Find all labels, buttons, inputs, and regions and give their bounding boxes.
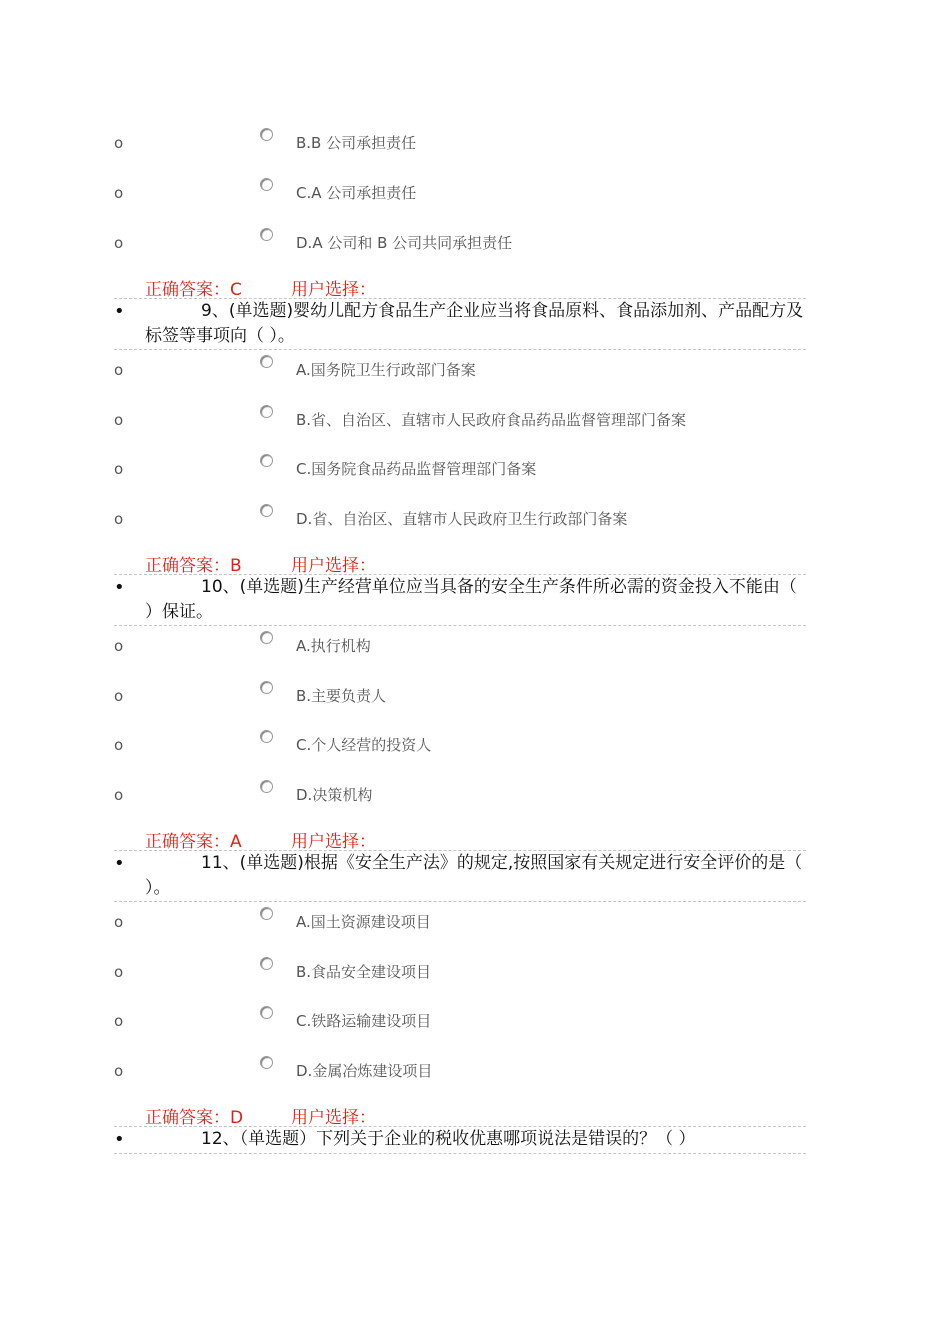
- option-bullet: o: [114, 234, 124, 252]
- option-bullet: o: [114, 460, 124, 478]
- option-row[interactable]: [0, 454, 950, 484]
- option-bullet: o: [114, 786, 124, 804]
- radio-button[interactable]: [260, 631, 273, 644]
- divider: [114, 901, 806, 902]
- radio-button[interactable]: [260, 355, 273, 368]
- option-label: C.铁路运输建设项目: [296, 1012, 432, 1030]
- radio-button[interactable]: [260, 178, 273, 191]
- radio-button[interactable]: [260, 1056, 273, 1069]
- radio-button[interactable]: [260, 454, 273, 467]
- option-label: C.A 公司承担责任: [296, 184, 417, 202]
- radio-button[interactable]: [260, 405, 273, 418]
- option-row[interactable]: [0, 730, 950, 760]
- option-row[interactable]: [0, 957, 950, 987]
- divider: [114, 349, 806, 350]
- option-row[interactable]: [0, 1056, 950, 1086]
- correct-answer: 正确答案：D: [145, 1108, 244, 1128]
- answer-line: [145, 551, 376, 576]
- radio-button[interactable]: [260, 504, 273, 517]
- option-bullet: o: [114, 637, 124, 655]
- answer-line: [145, 1103, 376, 1128]
- option-bullet: o: [114, 361, 124, 379]
- option-row[interactable]: [0, 681, 950, 711]
- option-label: B.食品安全建设项目: [296, 963, 432, 981]
- option-label: B.省、自治区、直辖市人民政府食品药品监督管理部门备案: [296, 411, 687, 429]
- option-label: C.国务院食品药品监督管理部门备案: [296, 460, 537, 478]
- option-bullet: o: [114, 687, 124, 705]
- option-row[interactable]: [0, 907, 950, 937]
- option-label: A.执行机构: [296, 637, 371, 655]
- option-row[interactable]: [0, 1006, 950, 1036]
- option-bullet: o: [114, 184, 124, 202]
- user-choice: 用户选择：: [291, 556, 376, 576]
- correct-answer: 正确答案：B: [145, 556, 242, 576]
- option-row[interactable]: [0, 128, 950, 158]
- option-label: D.金属冶炼建设项目: [296, 1062, 433, 1080]
- radio-button[interactable]: [260, 730, 273, 743]
- option-label: A.国务院卫生行政部门备案: [296, 361, 476, 379]
- option-row[interactable]: [0, 405, 950, 435]
- option-row[interactable]: [0, 228, 950, 258]
- radio-button[interactable]: [260, 1006, 273, 1019]
- option-row[interactable]: [0, 178, 950, 208]
- correct-answer: 正确答案：A: [145, 832, 242, 852]
- option-label: B.B 公司承担责任: [296, 134, 417, 152]
- answer-line: [145, 275, 376, 300]
- option-bullet: o: [114, 1012, 124, 1030]
- user-choice: 用户选择：: [291, 280, 376, 300]
- radio-button[interactable]: [260, 681, 273, 694]
- question-bullet: •: [114, 1129, 125, 1150]
- option-bullet: o: [114, 510, 124, 528]
- question-bullet: •: [114, 577, 125, 598]
- option-label: D.省、自治区、直辖市人民政府卫生行政部门备案: [296, 510, 628, 528]
- radio-button[interactable]: [260, 128, 273, 141]
- question-bullet: •: [114, 301, 125, 322]
- option-bullet: o: [114, 411, 124, 429]
- option-bullet: o: [114, 736, 124, 754]
- divider: [114, 1153, 806, 1154]
- radio-button[interactable]: [260, 907, 273, 920]
- correct-answer: 正确答案：C: [145, 280, 242, 300]
- option-row[interactable]: [0, 355, 950, 385]
- option-row[interactable]: [0, 504, 950, 534]
- radio-button[interactable]: [260, 957, 273, 970]
- question-text: 11、(单选题)根据《安全生产法》的规定,按照国家有关规定进行安全评价的是（ ）。: [145, 853, 803, 898]
- option-label: D.决策机构: [296, 786, 373, 804]
- question-bullet: •: [114, 853, 125, 874]
- question-text: 9、(单选题)婴幼儿配方食品生产企业应当将食品原料、食品添加剂、产品配方及标签等事项向（ ）。: [145, 301, 804, 346]
- option-row[interactable]: [0, 631, 950, 661]
- option-bullet: o: [114, 134, 124, 152]
- radio-button[interactable]: [260, 228, 273, 241]
- option-label: C.个人经营的投资人: [296, 736, 432, 754]
- user-choice: 用户选择：: [291, 1108, 376, 1128]
- radio-button[interactable]: [260, 780, 273, 793]
- divider: [114, 625, 806, 626]
- question-text: 12、（单选题）下列关于企业的税收优惠哪项说法是错误的？（ ）: [201, 1129, 696, 1149]
- option-bullet: o: [114, 1062, 124, 1080]
- question-text: 10、(单选题)生产经营单位应当具备的安全生产条件所必需的资金投入不能由（ ）保证。: [145, 577, 797, 622]
- user-choice: 用户选择：: [291, 832, 376, 852]
- option-row[interactable]: [0, 780, 950, 810]
- option-label: D.A 公司和 B 公司共同承担责任: [296, 234, 513, 252]
- option-label: A.国土资源建设项目: [296, 913, 431, 931]
- option-bullet: o: [114, 963, 124, 981]
- option-bullet: o: [114, 913, 124, 931]
- answer-line: [145, 827, 376, 852]
- option-label: B.主要负责人: [296, 687, 387, 705]
